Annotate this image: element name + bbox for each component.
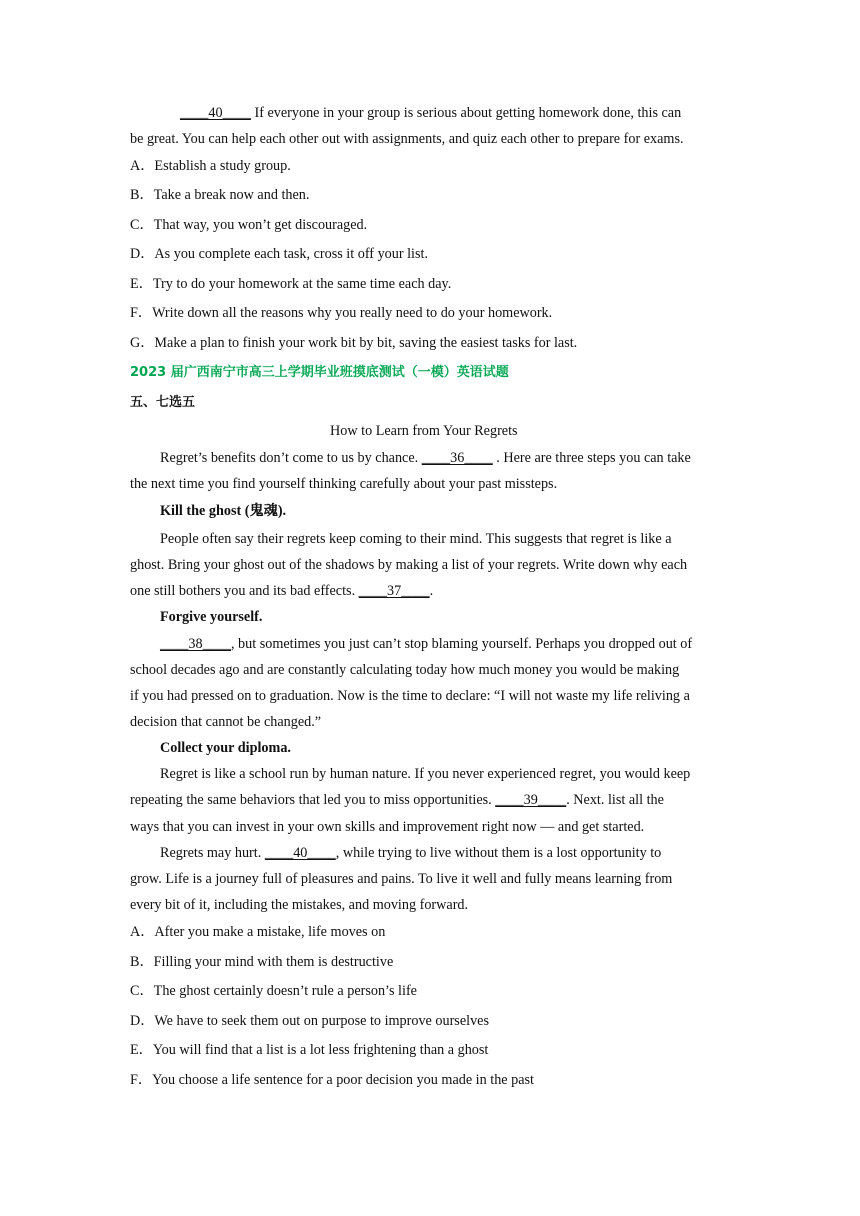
option-e: E．You will find that a list is a lot less frightening than a ghost — [130, 1042, 489, 1058]
p2-line-2: ghost. Bring your ghost out of the shadows by making a list of your regrets. Write down why each — [130, 557, 688, 573]
text-span: . Next. list all the — [566, 792, 664, 808]
p5-line-2: grow. Life is a journey full of pleasures and pains. To live it well and fully means learning from — [130, 871, 673, 887]
text-span: . — [429, 583, 434, 599]
p4-line-2 — [130, 790, 664, 810]
p1-line-2: the next time you find yourself thinking carefully about your past missteps. — [130, 476, 558, 492]
text-span: . Here are three steps you can take — [492, 450, 691, 466]
text-span: If everyone in your group is serious about getting homework done, this can — [250, 105, 682, 121]
text-span: Regrets may hurt. — [160, 845, 265, 861]
text-span: repeating the same behaviors that led you to miss opportunities. — [130, 792, 496, 808]
answer-blank-38: ____38____ — [160, 636, 231, 652]
passage-title: How to Learn from Your Regrets — [330, 423, 518, 439]
subheading-collect-diploma: Collect your diploma. — [160, 740, 291, 756]
p4-line-3: ways that you can invest in your own skills and improvement right now — and get started. — [130, 819, 645, 835]
answer-blank-39: ____39____ — [495, 792, 567, 808]
p2-line-3 — [130, 581, 433, 601]
prev-paragraph-line-1 — [180, 103, 681, 123]
subheading-forgive-yourself: Forgive yourself. — [160, 609, 263, 625]
answer-blank-40-prev: ____40____ — [180, 105, 251, 121]
prev-option-a: A．Establish a study group. — [130, 158, 291, 174]
text-span: , while trying to live without them is a lost opportunity to — [335, 845, 662, 861]
text-span: Regret’s benefits don’t come to us by chance. — [160, 450, 422, 466]
prev-option-f: F．Write down all the reasons why you really need to do your homework. — [130, 305, 553, 321]
p3-line-4: decision that cannot be changed.” — [130, 714, 322, 730]
text-span: one still bothers you and its bad effects. — [130, 583, 359, 599]
prev-option-c: C．That way, you won’t get discouraged. — [130, 217, 368, 233]
text-span: , but sometimes you just can’t stop blaming yourself. Perhaps you dropped out of — [230, 636, 693, 652]
option-c: C．The ghost certainly doesn’t rule a person’s life — [130, 983, 417, 999]
section-heading: 五、七选五 — [130, 395, 196, 410]
p5-line-3: every bit of it, including the mistakes, and moving forward. — [130, 897, 469, 913]
subheading-kill-the-ghost: Kill the ghost (鬼魂). — [160, 503, 287, 519]
p5-line-1 — [160, 843, 661, 863]
prev-option-b: B．Take a break now and then. — [130, 187, 310, 203]
prev-option-d: D．As you complete each task, cross it off your list. — [130, 246, 429, 262]
p3-line-3: if you had pressed on to graduation. Now is the time to declare: “I will not waste my life reliving a — [130, 688, 690, 704]
answer-blank-40: ____40____ — [264, 845, 336, 861]
option-d: D．We have to seek them out on purpose to improve ourselves — [130, 1013, 489, 1029]
prev-option-e: E．Try to do your homework at the same time each day. — [130, 276, 452, 292]
answer-blank-37: ____37____ — [358, 583, 430, 599]
p4-line-1: Regret is like a school run by human nature. If you never experienced regret, you would keep — [160, 766, 691, 782]
p3-line-1 — [160, 634, 692, 654]
answer-blank-36: ____36____ — [421, 450, 493, 466]
option-a: A．After you make a mistake, life moves on — [130, 924, 386, 940]
option-f: F．You choose a life sentence for a poor decision you made in the past — [130, 1072, 534, 1088]
p3-line-2: school decades ago and are constantly calculating today how much money you would be making — [130, 662, 680, 678]
option-b: B．Filling your mind with them is destructive — [130, 954, 394, 970]
prev-paragraph-line-2: be great. You can help each other out with assignments, and quiz each other to prepare for exams. — [130, 131, 684, 147]
p2-line-1: People often say their regrets keep coming to their mind. This suggests that regret is like a — [160, 531, 672, 547]
p1-line-1 — [160, 448, 691, 468]
prev-option-g: G．Make a plan to finish your work bit by bit, saving the easiest tasks for last. — [130, 335, 578, 351]
exam-title: 2023 届广西南宁市高三上学期毕业班摸底测试（一模）英语试题 — [130, 365, 509, 380]
